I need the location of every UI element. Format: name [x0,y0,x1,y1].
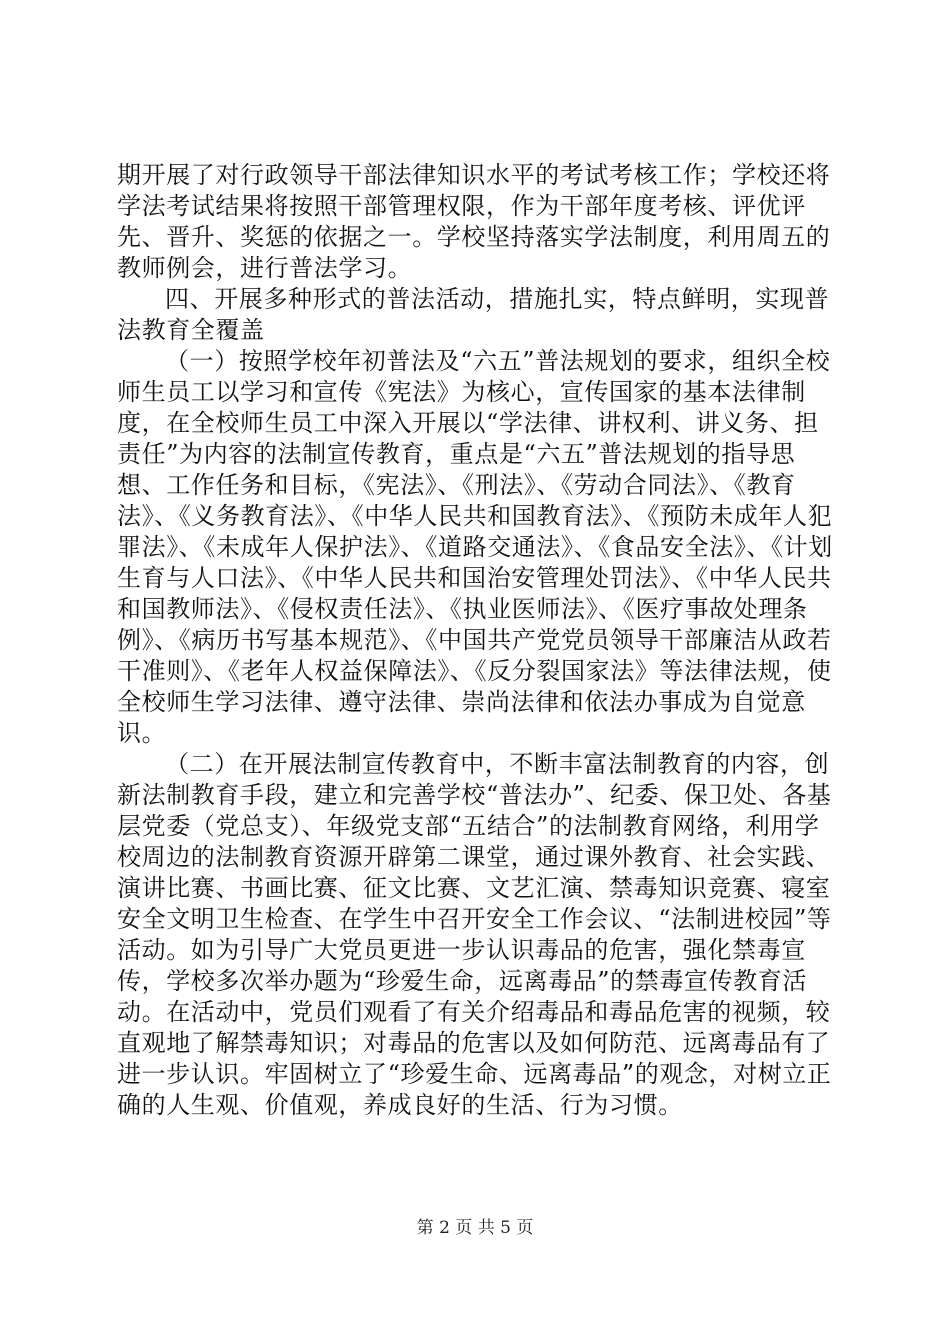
page-footer [0,1213,950,1238]
paragraph-item-two: （二）在开展法制宣传教育中，不断丰富法制教育的内容，创新法制教育手段，建立和完善学校“普法办”、纪委、保卫处、各基层党委（党总支）、年级党支部“五结合”的法制教育网络，利用学校周边的法制教育资源开辟第二课堂，通过课外教育、社会实践、演讲比赛、书画比赛、征文比赛、文艺汇演、禁毒知识竞赛、寝室安全文明卫生检查、在学生中召开安全工作会议、“法制进校园”等活动。如为引导广大党员更进一步认识毒品的危害，强化禁毒宣传，学校多次举办题为“珍爱生命，远离毒品”的禁毒宣传教育活动。在活动中，党员们观看了有关介绍毒品和毒品危害的视频，较直观地了解禁毒知识；对毒品的危害以及如何防范、远离毒品有了进一步认识。牢固树立了“珍爱生命、远离毒品”的观念，对树立正确的人生观、价值观，养成良好的生活、行为习惯。 [117,750,832,1119]
document-body [117,160,835,1121]
paragraph-continuation: 期开展了对行政领导干部法律知识水平的考试考核工作；学校还将学法考试结果将按照干部管理权限，作为干部年度考核、评优评先、晋升、奖惩的依据之一。学校坚持落实学法制度，利用周五的教师例会，进行普法学习。 [117,161,831,282]
section-heading-four: 四、开展多种形式的普法活动，措施扎实，特点鲜明，实现普法教育全覆盖 [117,285,830,344]
page-number: 第 2 页 共 5 页 [416,1218,534,1238]
paragraph-item-one: （一）按照学校年初普法及“六五”普法规划的要求，组织全校师生员工以学习和宣传《宪法》为核心，宣传国家的基本法律制度，在全校师生员工中深入开展以“学法律、讲权利、讲义务、担责任”为内容的法制宣传教育，重点是“六五”普法规划的指导思想、工作任务和目标，《宪法》、《刑法》、《劳动合同法》、《教育法》、《义务教育法》、《中华人民共和国教育法》、《预防未成年人犯罪法》、《未成年人保护法》、《道路交通法》、《食品安全法》、《计划生育与人口法》、《中华人民共和国治安管理处罚法》、《中华人民共和国教师法》、《侵权责任法》、《执业医师法》、《医疗事故处理条例》、《病历书写基本规范》、《中国共产党党员领导干部廉洁从政若干准则》、《老年人权益保障法》、《反分裂国家法》等法律法规，使全校师生学习法律、遵守法律、崇尚法律和依法办事成为自觉意识。 [117,347,833,747]
